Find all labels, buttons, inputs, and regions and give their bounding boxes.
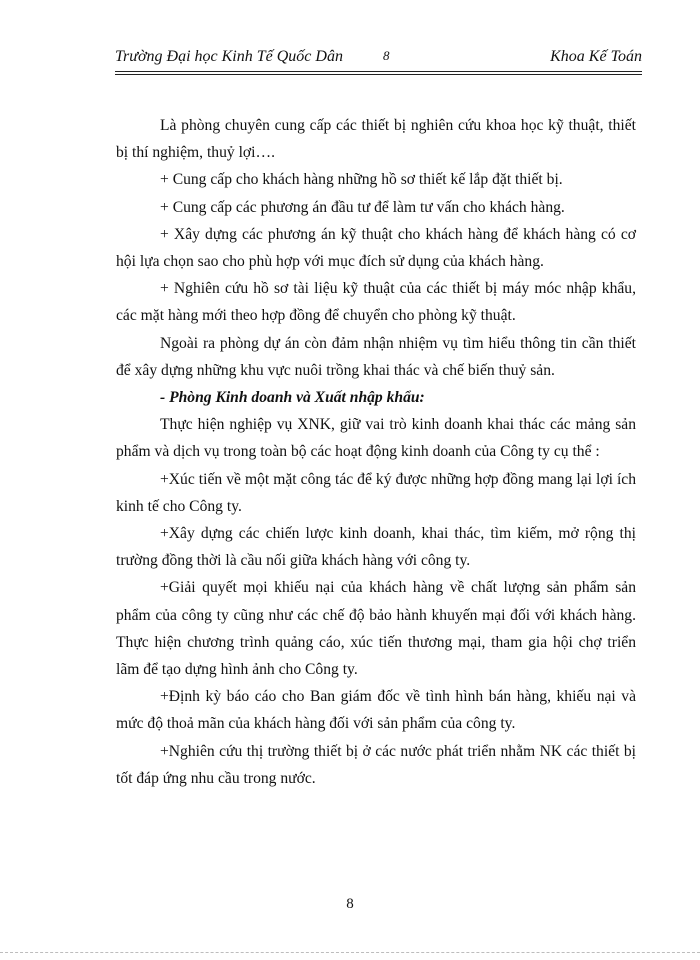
paragraph: +Định kỳ báo cáo cho Ban giám đốc về tình hình bán hàng, khiếu nại và mức độ thoả mãn của khách hàng đối với sản phẩm của công ty. <box>116 688 636 733</box>
header-university: Trường Đại học Kinh Tế Quốc Dân <box>115 48 343 65</box>
paragraph: + Cung cấp các phương án đầu tư để làm tư vấn cho khách hàng. <box>160 198 565 216</box>
page-bottom-divider <box>0 952 700 953</box>
header-faculty: Khoa Kế Toán <box>550 48 642 65</box>
paragraph: Là phòng chuyên cung cấp các thiết bị nghiên cứu khoa học kỹ thuật, thiết bị thí nghiệm, thuỷ lợi…. <box>116 117 636 162</box>
body-text <box>116 112 636 792</box>
paragraph: Thực hiện nghiệp vụ XNK, giữ vai trò kinh doanh khai thác các mảng sản phẩm và dịch vụ trong toàn bộ các hoạt động kinh doanh của Công ty cụ thể : <box>116 416 636 461</box>
paragraph: + Nghiên cứu hồ sơ tài liệu kỹ thuật của các thiết bị máy móc nhập khẩu, các mặt hàng mới theo hợp đồng để chuyển cho phòng kỹ thuật. <box>116 280 636 325</box>
paragraph: +Xúc tiến về một mặt công tác để ký được những hợp đồng mang lại lợi ích kinh tế cho Công ty. <box>116 470 636 515</box>
footer-page-number: 8 <box>346 896 354 912</box>
paragraph: Ngoài ra phòng dự án còn đảm nhận nhiệm vụ tìm hiểu thông tin cần thiết để xây dựng những khu vực nuôi trồng khai thác và chế biến thuỷ sản. <box>116 334 636 379</box>
section-heading: - Phòng Kinh doanh và Xuất nhập khẩu: <box>160 389 425 407</box>
paragraph: + Xây dựng các phương án kỹ thuật cho khách hàng để khách hàng có cơ hội lựa chọn sao cho phù hợp với mục đích sử dụng của khách hàng. <box>116 225 636 271</box>
paragraph: +Xây dựng các chiến lược kinh doanh, khai thác, tìm kiếm, mở rộng thị trường đồng thời là cầu nối giữa khách hàng với công ty. <box>116 525 636 570</box>
paragraph: +Nghiên cứu thị trường thiết bị ở các nước phát triển nhằm NK các thiết bị tốt đáp ứng nhu cầu trong nước. <box>116 742 636 787</box>
header-divider <box>115 71 642 75</box>
paragraph: + Cung cấp cho khách hàng những hồ sơ thiết kế lắp đặt thiết bị. <box>160 171 563 189</box>
paragraph: +Giải quyết mọi khiếu nại của khách hàng về chất lượng sản phẩm sản phẩm của công ty cũng như các chế độ bảo hành khuyến mại đối với khách hàng. Thực hiện chương trình quảng cáo, xúc tiến thương mại, tham gia hội chợ triển lãm để tạo dựng hình ảnh cho Công ty. <box>116 579 636 679</box>
page-header <box>115 44 642 68</box>
header-page-number: 8 <box>383 48 390 63</box>
